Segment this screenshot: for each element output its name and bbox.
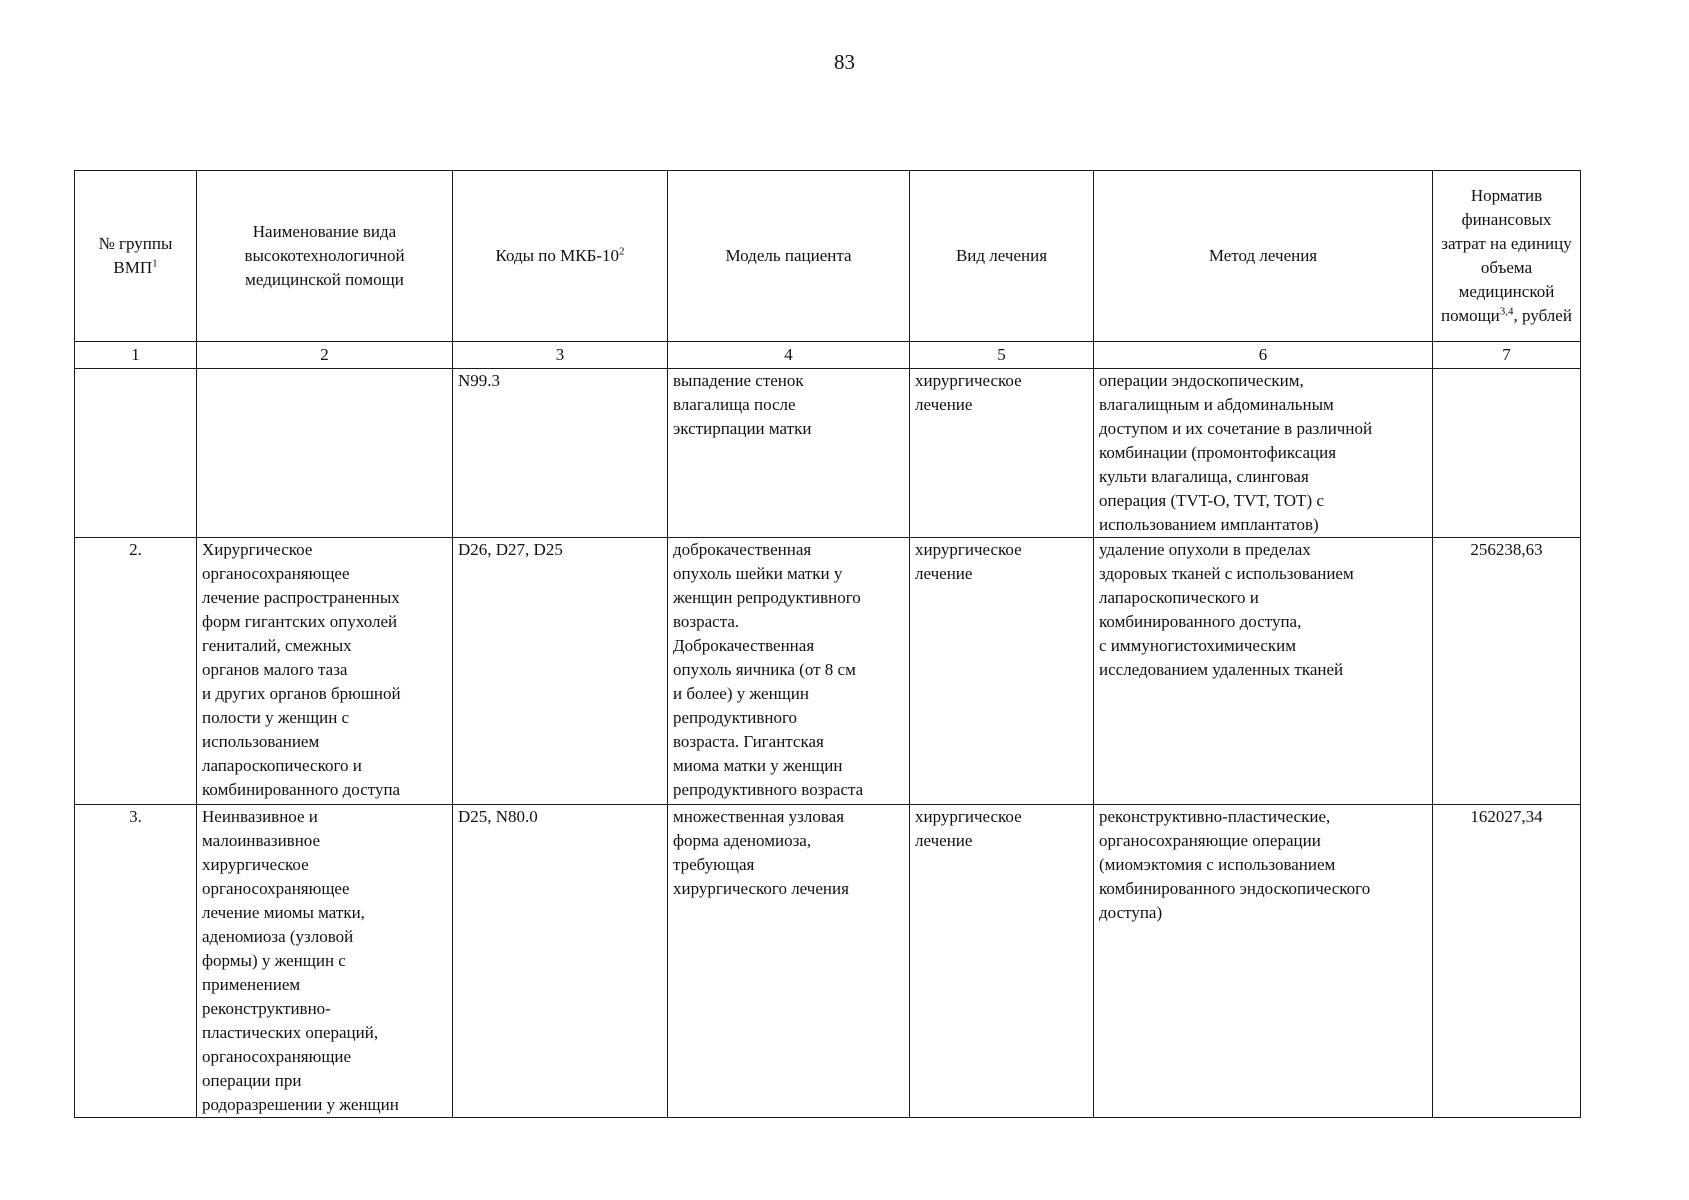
cell-vmp-name: Неинвазивное и малоинвазивное хирургическое органосохраняющее лечение миомы матки, аденомиоза (узловой формы) у женщин с применением реконструктивно- пластических операций, органосохраняющие операции при родоразрешении у женщин <box>197 805 453 1118</box>
header-vmp-name: Наименование вида высокотехнологичной медицинской помощи <box>197 171 453 342</box>
header-treatment-type: Вид лечения <box>910 171 1094 342</box>
table-row <box>75 369 1581 538</box>
vmp-table <box>74 170 1581 1118</box>
table-row <box>75 538 1581 805</box>
cell-vmp-name <box>197 369 453 538</box>
cell-cost-norm: 162027,34 <box>1433 805 1581 1118</box>
cell-treatment-type: хирургическое лечение <box>910 805 1094 1118</box>
header-patient-model: Модель пациента <box>668 171 910 342</box>
cell-icd-codes: N99.3 <box>453 369 668 538</box>
cell-icd-codes: D26, D27, D25 <box>453 538 668 805</box>
cell-group-number <box>75 369 197 538</box>
header-row <box>75 171 1581 342</box>
header-treatment-method: Метод лечения <box>1094 171 1433 342</box>
column-number-row <box>75 342 1581 369</box>
cell-patient-model: множественная узловая форма аденомиоза, требующая хирургического лечения <box>668 805 910 1118</box>
cell-patient-model: выпадение стенок влагалища после экстирпации матки <box>668 369 910 538</box>
cell-icd-codes: D25, N80.0 <box>453 805 668 1118</box>
column-number: 6 <box>1094 342 1433 369</box>
cell-group-number: 3. <box>75 805 197 1118</box>
cell-treatment-method: реконструктивно-пластические, органосохраняющие операции (миомэктомия с использованием комбинированного эндоскопического доступа) <box>1094 805 1433 1118</box>
column-number: 7 <box>1433 342 1581 369</box>
cell-cost-norm: 256238,63 <box>1433 538 1581 805</box>
header-group-number: № группы ВМП$^1$ <box>75 171 197 342</box>
cell-cost-norm <box>1433 369 1581 538</box>
table-row <box>75 805 1581 1118</box>
cell-treatment-method: операции эндоскопическим, влагалищным и абдоминальным доступом и их сочетание в различной комбинации (промонтофиксация культи влагалища, слинговая операция (TVT-O, TVT, TOT) с использованием имплантатов) <box>1094 369 1433 538</box>
cell-vmp-name: Хирургическое органосохраняющее лечение распространенных форм гигантских опухолей гениталий, смежных органов малого таза и других органов брюшной полости у женщин с использованием лапароскопического и комбинированного доступа <box>197 538 453 805</box>
header-icd-codes: Коды по МКБ-$10^2$ <box>453 171 668 342</box>
column-number: 3 <box>453 342 668 369</box>
cell-treatment-type: хирургическое лечение <box>910 369 1094 538</box>
cell-treatment-type: хирургическое лечение <box>910 538 1094 805</box>
column-number: 1 <box>75 342 197 369</box>
cell-patient-model: доброкачественная опухоль шейки матки у женщин репродуктивного возраста. Доброкачественная опухоль яичника (от 8 см и более) у женщин репродуктивного возраста. Гигантская миома матки у женщин репродуктивного возраста <box>668 538 910 805</box>
column-number: 2 <box>197 342 453 369</box>
page-number: 83 <box>834 50 855 74</box>
column-number: 4 <box>668 342 910 369</box>
column-number: 5 <box>910 342 1094 369</box>
header-cost-norm: Норматив финансовых затрат на единицу объема медицинской помощи$^{3,4}$, рублей <box>1433 171 1581 342</box>
cell-treatment-method: удаление опухоли в пределах здоровых тканей с использованием лапароскопического и комбинированного доступа, с иммуногистохимическим исследованием удаленных тканей <box>1094 538 1433 805</box>
cell-group-number: 2. <box>75 538 197 805</box>
